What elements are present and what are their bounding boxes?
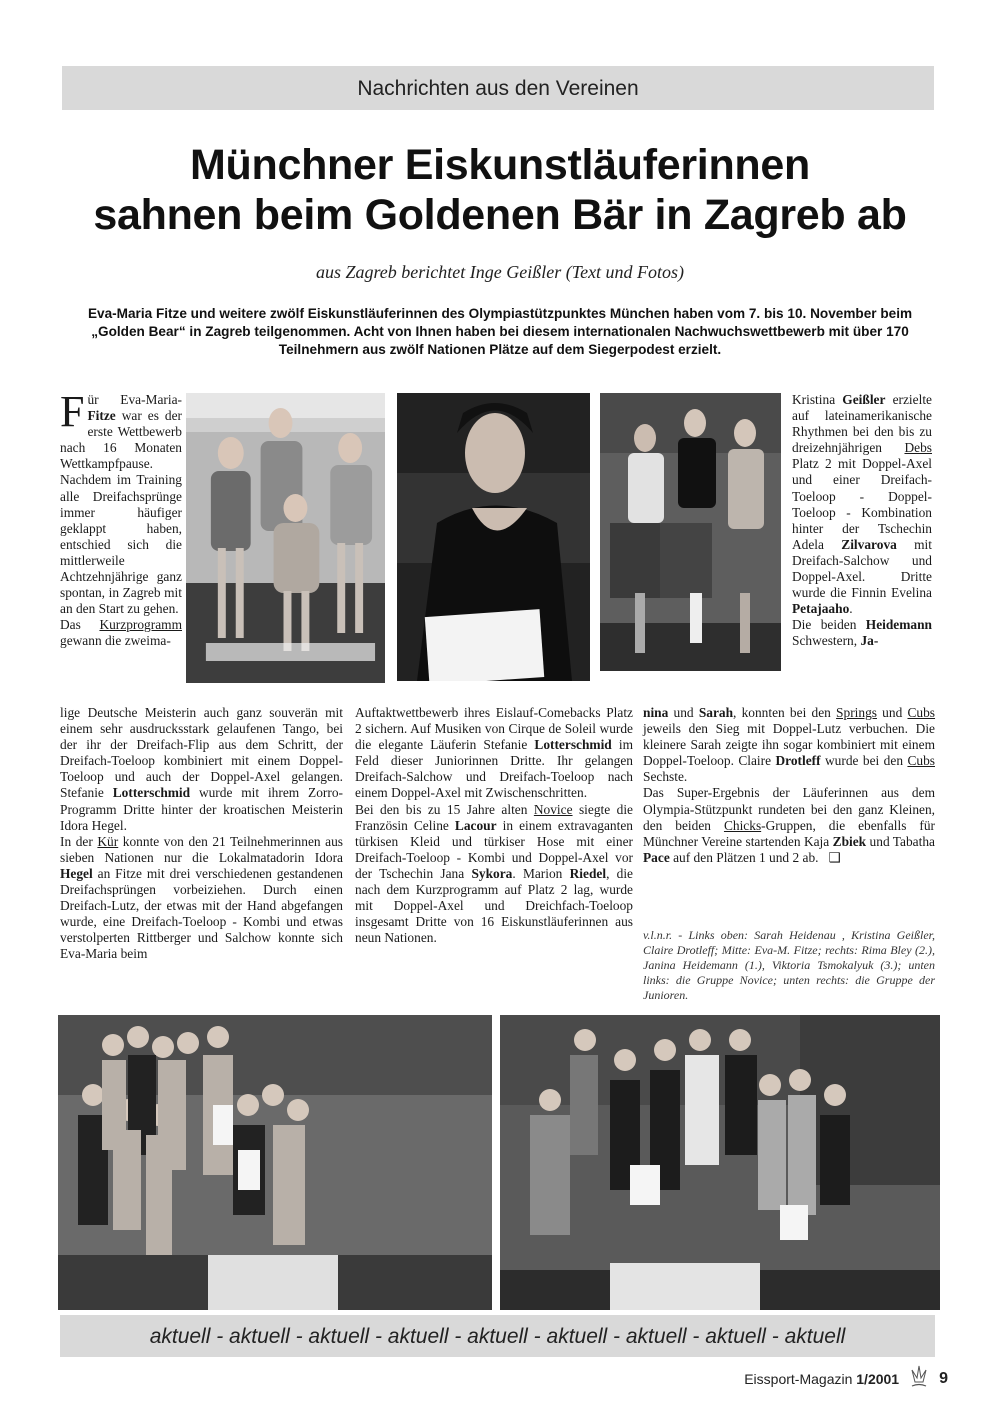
name-bold: Zbiek xyxy=(832,833,867,849)
text: konnte von den 21 Teilnehmerinnen aus sieben Nationen nur die Lokalmatadorin Idora xyxy=(60,833,343,865)
term-underlined: Debs xyxy=(904,440,932,456)
photo-fitze-portrait xyxy=(397,393,590,681)
end-of-article-icon: ❑ xyxy=(828,849,841,865)
text: lige Deutsche Meisterin auch ganz souverän mit einem sehr ausdrucksstark gelaufenen Tango, bei der ihr der Dreifach-Flip aus dem Schritt, der Dreifach-Toeloop kombiniert mit einem Doppel-Toeloop und auch der Doppel-Axel gelangen. Stefanie xyxy=(60,705,343,801)
photo-novice-group-image xyxy=(58,1015,492,1310)
text: in einem extravaganten türkisen Kleid und türkiser Hose mit einer Dreifach-Toeloop - Kombi und Doppel-Axel vor der Tschechin Jana xyxy=(355,817,633,881)
text: Kristina xyxy=(792,392,843,407)
aktuell-text: aktuell - aktuell - aktuell - aktuell - aktuell - aktuell - aktuell - aktuell - aktuell xyxy=(149,1325,846,1348)
term-underlined: Kür xyxy=(97,833,119,849)
term-underlined: Cubs xyxy=(907,753,935,769)
name-bold: Lotterschmid xyxy=(112,785,191,801)
article-col1 xyxy=(60,705,343,963)
text: . xyxy=(849,601,853,617)
text: siegte die Französin Celine xyxy=(355,801,633,833)
name-bold: Heidemann xyxy=(865,617,932,633)
section-title: Nachrichten aus den Vereinen xyxy=(357,77,639,100)
article-col3-narrow xyxy=(792,392,932,650)
text: Bei den bis zu 15 Jahre alten xyxy=(355,801,534,817)
photo-springs-podium xyxy=(600,393,781,671)
issue-number: 1/2001 xyxy=(856,1370,900,1387)
section-band xyxy=(62,66,934,110)
text: und Tabatha xyxy=(866,833,935,849)
text: erzielte auf lateinamerikanische Rhythmen bei den bis zu dreizehnjährigen xyxy=(792,392,932,456)
text: Sechste. xyxy=(643,769,688,785)
text: Platz 2 mit Doppel-Axel und einer Dreifach-Toeloop - Doppel-Toeloop - Kombination hinter der Tschechin Adela xyxy=(792,456,932,552)
text: im Feld dieser Juniorinnen Dritte. Ihr gelangen Dreifach-Salchow und Dreifach-Toeloop nach einem Doppel-Axel mit Zwischenschritten. xyxy=(355,737,633,801)
term-underlined: Chicks xyxy=(723,817,762,833)
byline: aus Zagreb berichtet Inge Geißler (Text und Fotos) xyxy=(315,262,685,282)
article-col2 xyxy=(355,705,633,946)
aktuell-band xyxy=(60,1315,935,1357)
text: ür Eva-Maria- xyxy=(87,392,182,407)
text: Das xyxy=(60,617,100,633)
photo-novice-group xyxy=(58,1015,492,1310)
name-bold: Lacour xyxy=(454,817,497,833)
term-underlined: Cubs xyxy=(907,705,936,720)
term-underlined: Springs xyxy=(836,705,877,720)
photo-springs-podium-image xyxy=(600,393,781,671)
article-col3 xyxy=(643,705,935,866)
name-bold: Geißler xyxy=(842,392,886,407)
text: , konnten bei den xyxy=(733,705,837,720)
text: und xyxy=(876,705,908,720)
page-footer xyxy=(744,1364,948,1393)
name-bold: Riedel xyxy=(569,865,607,881)
photo-debs-podium xyxy=(186,393,385,683)
text: auf den Plätzen 1 und 2 ab. xyxy=(669,849,819,865)
name-bold: Petajaaho xyxy=(792,601,850,617)
magazine-info xyxy=(744,1371,899,1387)
text: Das Super-Ergebnis der Läuferinnen aus dem Olympia-Stützpunkt rundeten bei den ganz Kleinen, den beiden xyxy=(643,785,935,833)
text: In der xyxy=(60,833,98,849)
lead-paragraph: Eva-Maria Fitze und weitere zwölf Eiskunstläuferinnen des Olympiastützpunktes München haben vom 7. bis 10. November beim „Golden Bear“ in Zagreb teilgenommen. Acht von Ihnen haben bei diesem internationalen Nachwuchswettbewerb mit über 170 Teilnehmern aus zwölf Nationen Plätze auf dem Siegerpodest erzielt. xyxy=(87,306,913,357)
photo-junioren-group xyxy=(500,1015,940,1310)
text: jeweils den Sieg mit Doppel-Lutz verbuchen. Die kleinere Sarah zeigte ihn sogar kombiniert mit einem Doppel-Toeloop. Claire xyxy=(643,721,935,769)
name-bold: Ja- xyxy=(860,633,879,649)
text: und xyxy=(668,705,699,720)
page-number: 9 xyxy=(939,1369,948,1387)
name-bold: Sarah xyxy=(698,705,734,720)
article-col1-narrow xyxy=(60,387,182,650)
term-underlined: Novice xyxy=(533,801,573,817)
text: Schwestern, xyxy=(792,633,861,649)
dropcap: F xyxy=(60,387,85,436)
photo-fitze-portrait-image xyxy=(397,393,590,681)
text: an Fitze mit drei verschiedenen gestandenen Dreifachsprüngen vorbeiziehen. Durch einen Dreifach-Lutz, der etwas mit der Hand abgefangen wurde, eine Dreifach-Toeloop - Kombi und etwas verstolperten Rittberger und Salchow konnte sich Eva-Maria beim xyxy=(60,865,343,962)
text: Die beiden xyxy=(792,617,866,633)
text: , die nach dem Kurzprogramm auf Platz 2 lag, wurde mit Doppel-Axel und Dreichfach-Toeloop insgesamt Dritte von 16 Eiskunstläuferinnen aus neun Nationen. xyxy=(355,865,633,946)
name-bold: Lotterschmid xyxy=(534,737,612,753)
name-bold: Sykora xyxy=(471,865,513,881)
text: wurde bei den xyxy=(820,753,908,769)
name-bold: Fitze xyxy=(87,408,116,424)
term-underlined: Kurzprogramm xyxy=(99,617,182,633)
headline xyxy=(40,140,960,240)
text: war es der erste Wettbewerb nach 16 Monaten Wettkampfpause. Nachdem im Training alle Dreifachsprünge immer häufiger geklappt haben, entschied sich die mittlerweile Achtzehnjährige ganz spontan, in Zagreb mit an den Start zu gehen. xyxy=(60,408,182,617)
headline-line-1: Münchner Eiskunstläuferinnen xyxy=(190,141,810,189)
name-bold: Hegel xyxy=(60,865,93,881)
text: gewann die zweima- xyxy=(60,633,171,649)
headline-line-2: sahnen beim Goldenen Bär in Zagreb ab xyxy=(93,191,907,239)
name-bold: Pace xyxy=(643,849,670,865)
text: mit Dreifach-Salchow und Doppel-Axel. Dritte wurde die Finnin Evelina xyxy=(792,536,932,601)
magazine-name: Eissport-Magazin xyxy=(744,1370,857,1387)
name-bold: Zilvarova xyxy=(841,536,897,552)
photo-debs-podium-image xyxy=(186,393,385,683)
magazine-logo-icon xyxy=(909,1364,929,1393)
photo-junioren-group-image xyxy=(500,1015,940,1310)
photo-caption: v.l.n.r. - Links oben: Sarah Heidenau , Kristina Geißler, Claire Drotleff; Mitte: Eva-M. Fitze; rechts: Rima Bley (2.), Janina Heidemann (1.), Viktoria Tsmokalyuk (3.); unten links: die Gruppe Novice; unten rechts: die Gruppe der Junioren. xyxy=(643,928,935,1002)
name-bold: Drotleff xyxy=(775,753,821,769)
text: . Marion xyxy=(512,865,570,881)
text: wurde mit ihrem Zorro-Programm Dritte hinter der kroatischen Meisterin Idora Hegel. xyxy=(60,785,343,833)
text: Auftaktwettbewerb ihres Eislauf-Comebacks Platz 2 sichern. Auf Musiken von Cirque de Soleil wurde die elegante Läuferin Stefanie xyxy=(355,705,633,753)
text: -Gruppen, die ebenfalls für Münchner Vereine startenden Kaja xyxy=(643,817,935,849)
name-bold: nina xyxy=(643,705,669,720)
